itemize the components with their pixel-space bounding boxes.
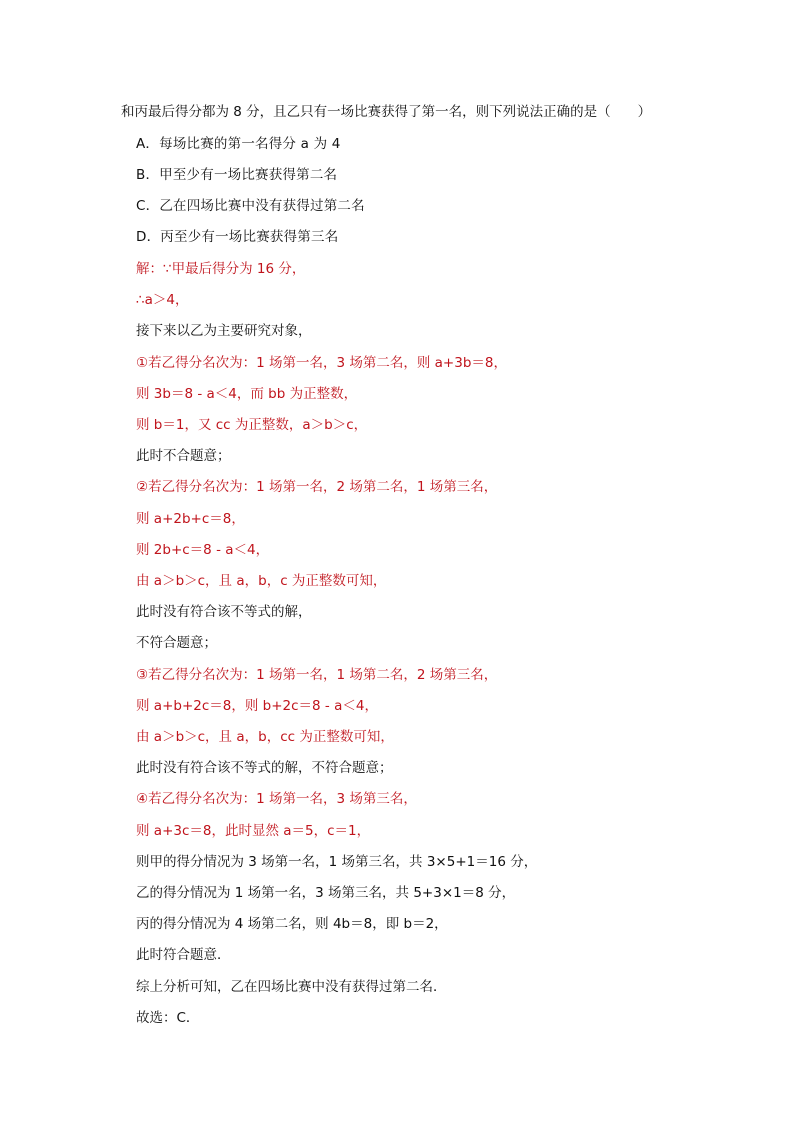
solution-line: 则甲的得分情况为 3 场第一名，1 场第三名，共 3×5+1＝16 分， [136, 854, 538, 870]
solution-line: 则 a+3c＝8，此时显然 a＝5，c＝1， [136, 823, 371, 839]
solution-line: 乙的得分情况为 1 场第一名，3 场第三名，共 5+3×1＝8 分， [136, 885, 516, 901]
solution-line: 则 3b＝8 - a＜4，而 bb 为正整数， [136, 386, 358, 402]
question-stem: 和丙最后得分都为 8 分，且乙只有一场比赛获得了第一名，则下列说法正确的是（ ） [121, 104, 652, 120]
solution-line: 由 a＞b＞c，且 a，b，c 为正整数可知， [136, 573, 387, 589]
solution-line: ④若乙得分名次为：1 场第一名，3 场第三名， [136, 791, 417, 807]
solution-line: ②若乙得分名次为：1 场第一名，2 场第二名，1 场第三名， [136, 479, 498, 495]
option-b: B．甲至少有一场比赛获得第二名 [136, 167, 338, 183]
option-a: A．每场比赛的第一名得分 a 为 4 [136, 136, 341, 152]
solution-line: 接下来以乙为主要研究对象， [136, 323, 312, 339]
solution-line: 解：∵甲最后得分为 16 分， [136, 261, 306, 277]
solution-line: ③若乙得分名次为：1 场第一名，1 场第二名，2 场第三名， [136, 667, 498, 683]
option-c: C．乙在四场比赛中没有获得过第二名 [136, 198, 365, 214]
solution-line: ①若乙得分名次为：1 场第一名，3 场第二名，则 a+3b＝8， [136, 355, 507, 371]
solution-line: 此时没有符合该不等式的解， [136, 604, 312, 620]
solution-line: 此时符合题意． [136, 947, 231, 963]
solution-line: 丙的得分情况为 4 场第二名，则 4b＝8，即 b＝2， [136, 916, 448, 932]
solution-line: 故选：C． [136, 1010, 200, 1026]
option-d: D．丙至少有一场比赛获得第三名 [136, 229, 339, 245]
solution-line: 则 a+b+2c＝8，则 b+2c＝8 - a＜4， [136, 698, 378, 714]
solution-line: 此时没有符合该不等式的解，不符合题意； [136, 760, 393, 776]
solution-line: 综上分析可知，乙在四场比赛中没有获得过第二名． [136, 979, 447, 995]
solution-line: 由 a＞b＞c，且 a，b，cc 为正整数可知， [136, 729, 394, 745]
solution-line: 则 b＝1，又 cc 为正整数，a＞b＞c， [136, 417, 368, 433]
solution-line: 则 2b+c＝8 - a＜4， [136, 542, 270, 558]
solution-line: 不符合题意； [136, 635, 217, 651]
solution-line: ∴a＞4， [136, 292, 189, 308]
solution-line: 则 a+2b+c＝8， [136, 511, 245, 527]
solution-line: 此时不合题意； [136, 448, 231, 464]
